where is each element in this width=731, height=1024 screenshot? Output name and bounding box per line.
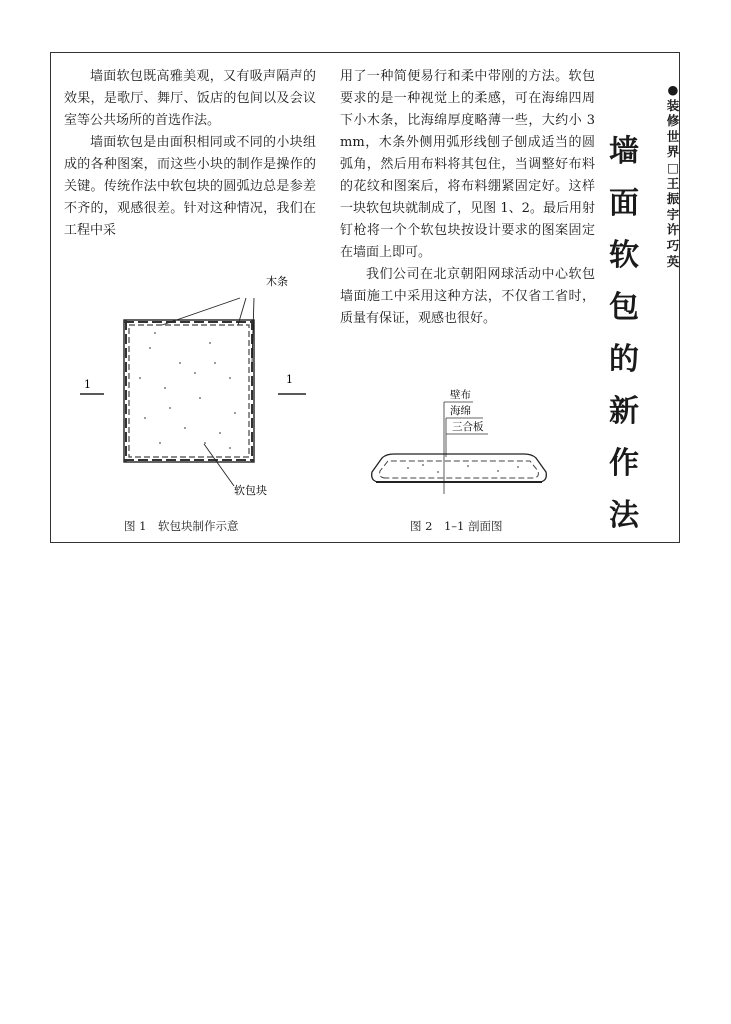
text-column-left xyxy=(64,66,316,242)
section-inner-sponge xyxy=(380,461,539,478)
label-wall-cloth: 壁布 xyxy=(450,389,471,401)
wood-strip-frame xyxy=(129,325,249,457)
figure-1-drawing xyxy=(70,268,315,508)
figure-2-caption: 图 2 1–1 剖面图 xyxy=(410,519,503,533)
title-char: 新 xyxy=(609,394,639,429)
title-char: 法 xyxy=(609,498,639,533)
label-plywood: 三合板 xyxy=(452,421,484,433)
label-wood-strip: 木条 xyxy=(266,275,288,288)
figure-2-drawing xyxy=(368,382,558,502)
paragraph-intro: 墙面软包既高雅美观，又有吸声隔声的效果，是歌厅、舞厅、饭店的包间以及会议室等公共场所的首选作法。 xyxy=(64,69,316,128)
label-soft-block: 软包块 xyxy=(234,484,267,497)
title-char: 软 xyxy=(609,238,639,273)
paragraph-method: 墙面软包是由面积相同或不同的小块组成的各种图案，而这些小块的制作是操作的关键。传统作法中软包块的圆弧边总是参差不齐的，观感很差。针对这种情况，我们在工程中采 xyxy=(64,135,316,238)
figure-1-caption: 图 1 软包块制作示意 xyxy=(124,519,239,533)
title-char: 作 xyxy=(609,446,639,481)
paragraph-method-continued: 用了一种简便易行和柔中带刚的方法。软包要求的是一种视觉上的柔感，可在海绵四周下小木条，比海绵厚度略薄一些，大约小 3 mm，木条外侧用弧形线刨子刨成适当的圆弧角，然后用布料将其包住，当调整好布料的花纹和图案后，将布料绷紧固定好。这样一块软包块就制成了，见图 1、2。最后用射钉枪将一个个软包块按设计要求的图案固定在墙面上即可。 xyxy=(340,69,595,260)
author-names: 王振宇 许巧英 xyxy=(666,175,692,269)
title-char: 面 xyxy=(609,186,639,221)
soft-block-outline xyxy=(124,320,254,462)
sponge-texture xyxy=(139,332,236,449)
paragraph-result: 我们公司在北京朝阳网球活动中心软包墙面施工中采用这种方法，不仅省工省时，质量有保证，观感也很好。 xyxy=(340,267,595,326)
separator-box-icon: □ xyxy=(667,159,679,175)
section-mark-left: 1 xyxy=(84,378,91,391)
byline xyxy=(665,82,692,269)
text-column-right xyxy=(340,66,595,330)
title-char: 墙 xyxy=(609,134,639,169)
section-mark-right: 1 xyxy=(286,373,293,386)
bullet-icon: ● xyxy=(667,82,679,97)
column-label: 装修世界 xyxy=(666,97,680,160)
title-char: 包 xyxy=(609,290,639,325)
label-sponge: 海绵 xyxy=(450,405,471,417)
article-title xyxy=(604,126,644,542)
title-char: 的 xyxy=(609,342,639,377)
